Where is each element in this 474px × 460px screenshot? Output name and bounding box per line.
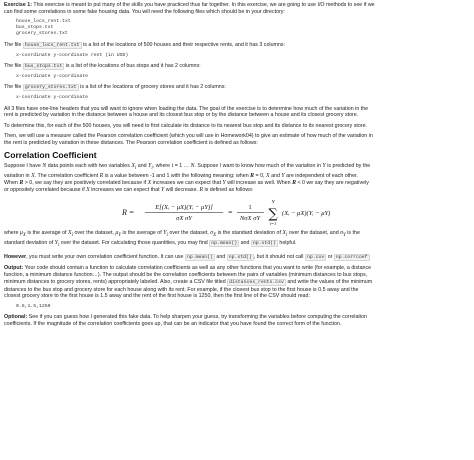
- file2-description: The file bus_stops.txt is a list of the locations of bus stops and it has 2 columns:: [4, 62, 201, 69]
- headers-paragraph: All 3 files have one-line headers that you will want to ignore when loading the data. The goal of the exercise is to determine how much of the variation in the rent is predicted by variation in the distance between a house and its closest bus stop or by the distance between a house and its closest grocery store.: [4, 105, 369, 119]
- np-std-code: np.std(): [228, 254, 252, 260]
- np-corrcoef-code: np.corrcoef: [335, 254, 368, 260]
- pearson-formula: [4, 197, 470, 227]
- determine-paragraph: To determine this, for each of the 500 houses, you will need to first calculate its distance to its nearest bus stop and its distance to its nearest grocery store.: [4, 122, 368, 129]
- section-heading: Correlation Coefficient: [4, 150, 97, 161]
- output-paragraph: Output: Your code should contain a function to calculate correlation coefficients as well as any other functions that you want to write (for example, a distance function, a minimum distance function…). The output should be the correlation coefficients between the pairs of variables (minimum distances to bus stops, minimum distances to grocery stores, rents) appropriately labeled. Also, create a CSV file titled distances_rents.csv and write the values of the minimum distances to the bus stop and grocery store for each house along with its rent. For example, if the closest bus stop to the first house is 0.5 away and the closest grocery store to the first house is 1.5 away and the rent of the first house is 1250, then the first line of the CSV should read:: [4, 264, 373, 300]
- formula-sum-body: (Xᵢ − μX)(Yᵢ − μY): [282, 210, 331, 218]
- csv-example: 0.5,1.5,1250: [16, 303, 51, 309]
- summation-icon: ∑: [268, 207, 278, 223]
- exercise-intro: Exercise 1: This exercise is meant to put many of the skills you have practiced thus far together. In this exercise, we are going to use I/O methods to see if we can find some correlations in some fake housing data. You will need the following files which should be in your directory:: [4, 2, 375, 15]
- file3-description: The file grocery_stores.txt is a list of the locations of grocery stores and it has 2 columns:: [4, 84, 226, 91]
- np-cov-code: np.cov: [306, 254, 325, 260]
- correlation-definition: Suppose I have N data points each with two variables $X_i$ and $Y_i$, where i = 1 … N. Suppose I want to know how much of the variation in Y is predicted by the variation in X. The correlation coefficient R is a value between -1 and 1 with the following meaning: when R = 0, X and Y are independent of each other. When R > 0, we say they are positively correlated because if X increases we can expect that Y will increase as well. When R < 0 we say they are negatively or oppositely correlated because if X increases we can expect that Y will decrease. R is defined as follows:: [4, 163, 371, 194]
- file2-columns: x-coordinate y-coordinate: [16, 74, 88, 79]
- file-list: [16, 19, 470, 38]
- np-mean-code: np.mean(): [211, 241, 238, 247]
- np-std-code: np.std(): [252, 241, 276, 247]
- file3-columns: x-coordinate y-coordinate: [16, 95, 88, 101]
- file2-name: bus_stops.txt: [24, 63, 63, 69]
- file1-name: house_locs_rent.txt: [24, 42, 80, 48]
- formula-sum-bottom: i=1: [269, 221, 277, 227]
- formula-one: 1: [248, 204, 252, 212]
- optional-paragraph: Optional: See if you can guess how I generated this fake data. To help sharpen your guess, try transforming the variables before computing the correlation coefficients. If the magnitude of the correlation coefficients goes up, that can be an indicator that you have found the correct form of the function.: [4, 313, 367, 327]
- file-list-item: house_locs_rent.txt: [16, 19, 71, 24]
- formula-n-denominator: NσX σY: [239, 215, 261, 223]
- formula-equals: =: [228, 208, 233, 218]
- file-list-item: bus_stops.txt: [16, 25, 54, 31]
- file3-name: grocery_stores.txt: [24, 85, 77, 91]
- formula-sum-top: N: [271, 199, 275, 205]
- formula-numerator: E[(Xᵢ − μX)(Yᵢ − μY)]: [155, 204, 213, 212]
- formula-lhs: R =: [122, 208, 135, 218]
- file1-columns: x-coordinate y-coordinate rent (in USD): [16, 52, 129, 58]
- exercise-label: Exercise 1:: [4, 2, 32, 8]
- however-paragraph: However, you must write your own correlation coefficient function. It can use np.mean() and np.std() , but it should not call np.cov or np.corrcoef: [4, 253, 368, 260]
- pearson-paragraph: Then, we will use a measure called the Pearson correlation coefficient (which you will use in Homework04) to give an estimate of how much of the variation in the rent is predicted by variation in these distances. The Pearson correlation coefficient is defined as follows:: [4, 132, 373, 146]
- np-mean-code: np.mean(): [186, 254, 213, 260]
- csv-filename-code: distances_rents.csv: [229, 279, 284, 285]
- where-paragraph: where $\mu_X$ is the average of $X_i$ over the dataset, $\mu_Y$ is the average of $Y_i$ over the dataset, $\sigma_X$ is the standard deviation of $X_i$ over the dataset, and $\sigma_Y$ is the standard deviation of $Y_i$ over the dataset. For calculating those quantities, you may find np.mean() and np.std() helpful.: [4, 230, 360, 249]
- file1-description: The file house_locs_rent.txt is a list of the locations of 500 houses and their respective rents, and it has 3 columns:: [4, 41, 286, 48]
- file-list-item: grocery_stores.txt: [16, 31, 68, 37]
- formula-denominator: σX σY: [176, 215, 192, 223]
